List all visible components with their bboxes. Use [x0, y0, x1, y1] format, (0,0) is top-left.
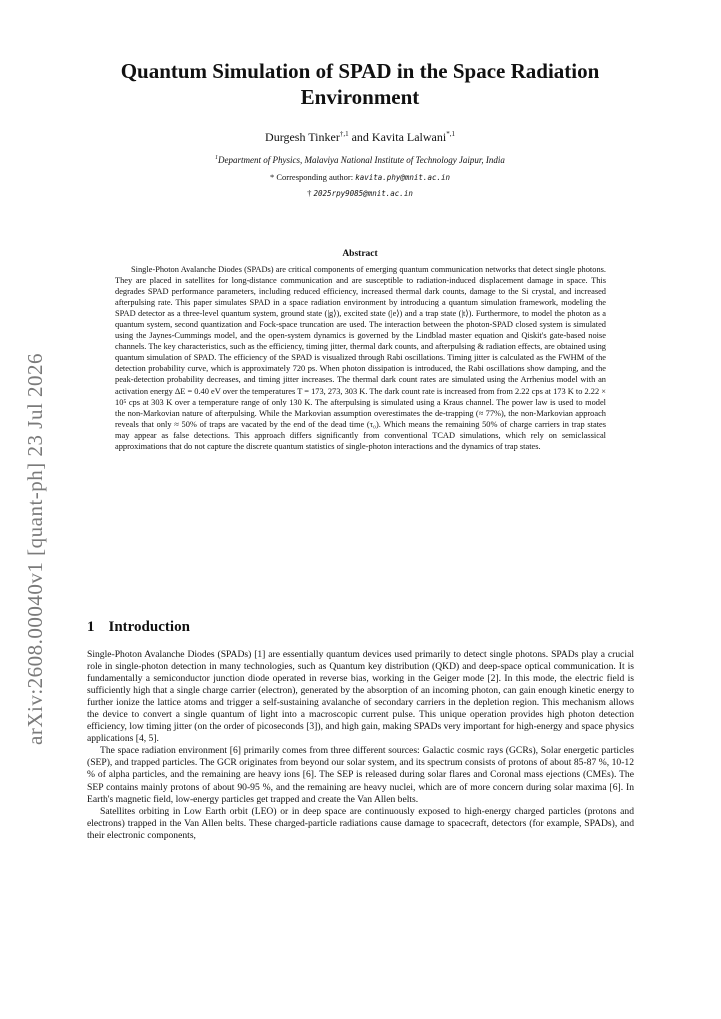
abstract-heading: Abstract: [342, 249, 378, 259]
section-heading: [87, 619, 627, 636]
author-name-2: Kavita Lalwani: [371, 130, 447, 144]
abstract-text: Single-Photon Avalanche Diodes (SPADs) are critical components of emerging quantum communication networks that detect single photons. They are placed in satellites for long-distance communication and are susceptible to radiation-induced displacement damage in space. This degrades SPAD performance parameters, including reduced efficiency, increased thermal dark counts, damage to the Si crystal, and increased afterpulsing rate. This paper simulates SPAD in a space radiation environment by introducing a quantum simulation framework, modeling the SPAD detector as a three-level quantum system, ground state (|g⟩), excited state (|e⟩) and a trap state (|t⟩). Furthermore, to model the photon as a quantum system, second quantization and Fock-space truncation are used. The interaction between the photon-SPAD closed system is simulated using the Jaynes-Cummings model, and the open-system dynamics is governed by the Lindblad master equation and Qiskit's gate-based noise channels. The key characteristics, such as the efficiency, timing jitter, thermal dark counts, and afterpulsing & radiation effects, are obtained using quantum simulation of SPAD. The efficiency of the SPAD is visualized through Rabi oscillations. Timing jitter is calculated as the FWHM of the detection probability curve, which is approximately 720 ps. When photon dissipation is introduced, the Rabi oscillations show damping, and the peak-detection probability decreases, and timing jitter increases. The thermal dark count rates are simulated using the Arrhenius model with an activation energy ΔE = 0.40 eV over the temperatures T = 173, 273, 303 K. The dark count rate is increased from from 2.22 cps at 173 K to 2.22 × 10⁵ cps at 303 K over a temperature range of only 130 K. The afterpulsing is simulated using a Kraus channel. The power law is used to model the non-Markovian nature of afterpulsing. While the Markovian assumption overestimates the de-trapping (≈ 77%), the non-Markovian approach reveals that only ≈ 50% of traps are vacated by the end of the dead time (τ₀). Which means the remaining 50% of charge carriers in trap states may appear as false detections. This approach differs significantly from conventional TCAD simulations, which rely on semiclassical approximations that do not capture the discrete quantum statistics of single-photon interactions and the dynamics of trap states.: [115, 265, 606, 451]
author-name-1: Durgesh Tinker: [265, 130, 340, 144]
section-number: 1: [87, 619, 95, 635]
intro-paragraph-2: The space radiation environment [6] primarily comes from three different sources: Galactic cosmic rays (GCRs), Solar energetic particles (SEP), and trapped particles. The GCR originates from beyond our solar system, and its spectrum consists of protons of about 85-87 %, 10-12 % of alpha particles, and the remaining are heavy ions [6]. The SEP is released during solar flares and Coronal mass ejections (CMEs). The SEP contains mainly protons of about 90-95 %, and the remaining are heavy nuclei, which are of more concern during solar maxima [6]. In Earth's magnetic field, low-energy particles get trapped and create the Van Allen belts.: [87, 745, 634, 805]
author-separator: and: [348, 130, 372, 144]
section-title: Introduction: [108, 619, 190, 635]
author-line: [90, 130, 630, 145]
corresponding-author: [90, 172, 630, 182]
second-author-email: [90, 188, 630, 198]
intro-paragraph-1: Single-Photon Avalanche Diodes (SPADs) [1] are essentially quantum devices used primarily to detect single photons. SPADs play a crucial role in single-photon detection in many technologies, such as Quantum key distribution (QKD) and deep-space optical communication. It is fundamentally a semiconductor junction diode operated in reverse bias, working in the Geiger mode [2]. In this mode, the electric field is sufficiently high that a single charge carrier (electron), generated by the absorption of an incoming photon, can gain enough kinetic energy to further ionize the lattice atoms and trigger a self-sustaining avalanche of secondary carriers in the depletion region. This mechanism allows the device to convert a single quantum of light into a macroscopic current pulse. This unique operation provides high photon detection efficiency, low timing jitter (on the order of picoseconds [3]), and high gain, making SPADs very important for high-energy and space physics applications [4, 5].: [87, 649, 634, 745]
second-email-prefix: †: [307, 188, 314, 198]
affiliation-mark: 1: [215, 155, 219, 161]
corresponding-email-link[interactable]: kavita.phy@mnit.ac.in: [355, 173, 451, 182]
paper-title: Quantum Simulation of SPAD in the Space Radiation Environment: [120, 59, 600, 109]
author-2-marks: *,1: [446, 130, 455, 138]
arxiv-identifier: arXiv:2608.00040v1 [quant-ph] 23 Jul 2026: [23, 352, 47, 745]
author-1-marks: †,1: [339, 130, 349, 138]
affiliation-text: Department of Physics, Malaviya National Institute of Technology Jaipur, India: [218, 155, 505, 165]
introduction-body: [87, 649, 634, 842]
second-email-link[interactable]: 2025rpy9085@mnit.ac.in: [313, 189, 413, 198]
affiliation: [90, 155, 630, 165]
corresponding-prefix: * Corresponding author:: [269, 172, 356, 182]
intro-paragraph-3: Satellites orbiting in Low Earth orbit (LEO) or in deep space are continuously exposed to high-energy charged particles (protons and electrons) trapped in the Van Allen belts. These charged-particle radiations cause damage to spacecraft, detectors (for example, SPADs), and their electronic components,: [87, 805, 634, 841]
